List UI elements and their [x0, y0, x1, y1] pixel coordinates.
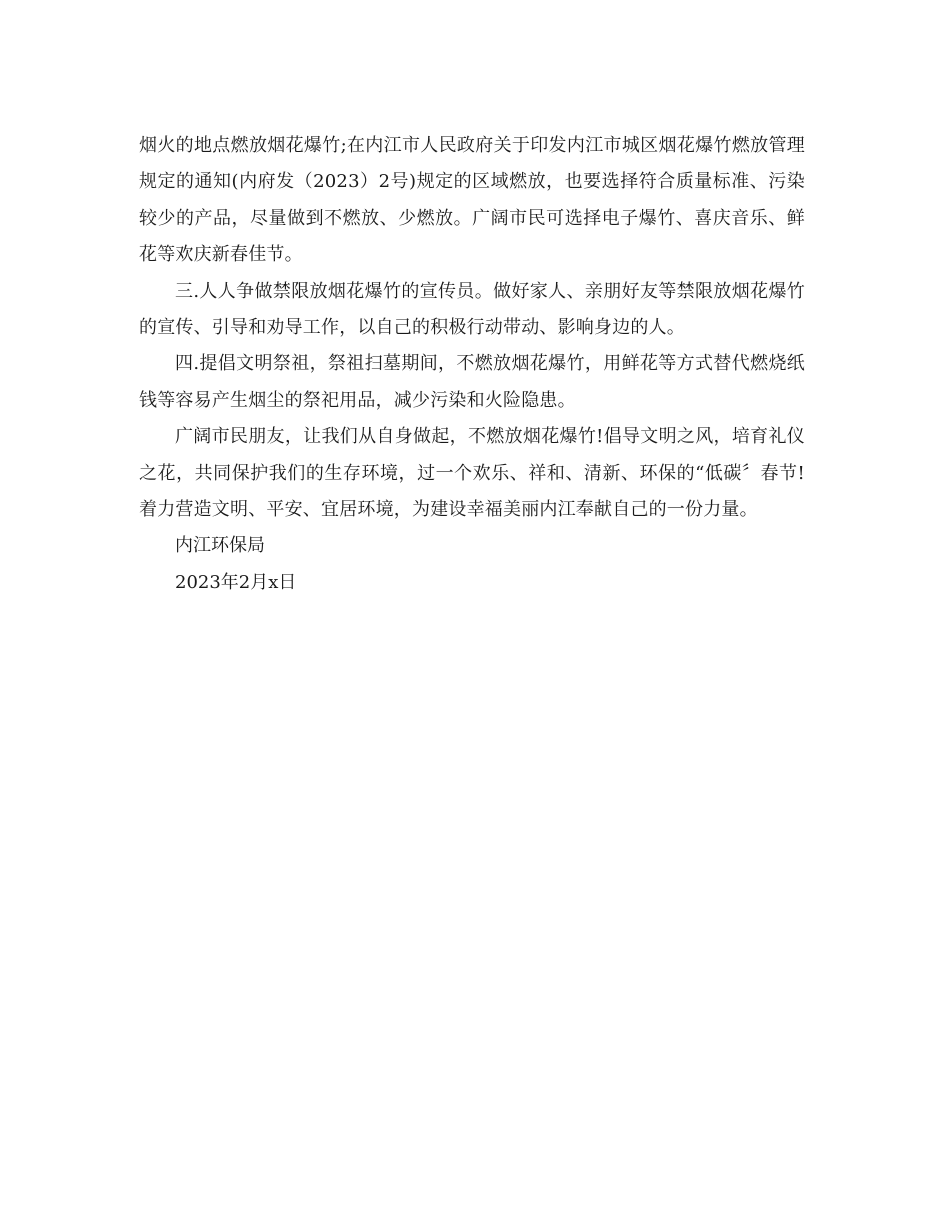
document-body: [139, 128, 805, 601]
paragraph-item-four: 四.提倡文明祭祖，祭祖扫墓期间，不燃放烟花爆竹，用鲜花等方式替代燃烧纸钱等容易产生烟尘的祭祀用品，减少污染和火险隐患。: [139, 353, 805, 411]
paragraph-continuation: 烟火的地点燃放烟花爆竹;在内江市人民政府关于印发内江市城区烟花爆竹燃放管理规定的通知(内府发（2023）2号)规定的区域燃放，也要选择符合质量标准、污染较少的产品，尽量做到不燃放、少燃放。广阔市民可选择电子爆竹、喜庆音乐、鲜花等欢庆新春佳节。: [139, 135, 805, 266]
signature-date: 2023年2月x日: [175, 571, 297, 593]
signature-organization: 内江环保局: [175, 535, 265, 557]
paragraph-closing-appeal: 广阔市民朋友，让我们从自身做起，不燃放烟花爆竹!倡导文明之风，培育礼仪之花，共同保护我们的生存环境，过一个欢乐、祥和、清新、环保的“低碳〞春节!着力营造文明、平安、宜居环境，为建设幸福美丽内江奉献自己的一份力量。: [139, 426, 805, 521]
paragraph-item-three: 三.人人争做禁限放烟花爆竹的宣传员。做好家人、亲朋好友等禁限放烟花爆竹的宣传、引导和劝导工作，以自己的积极行动带动、影响身边的人。: [139, 280, 805, 339]
